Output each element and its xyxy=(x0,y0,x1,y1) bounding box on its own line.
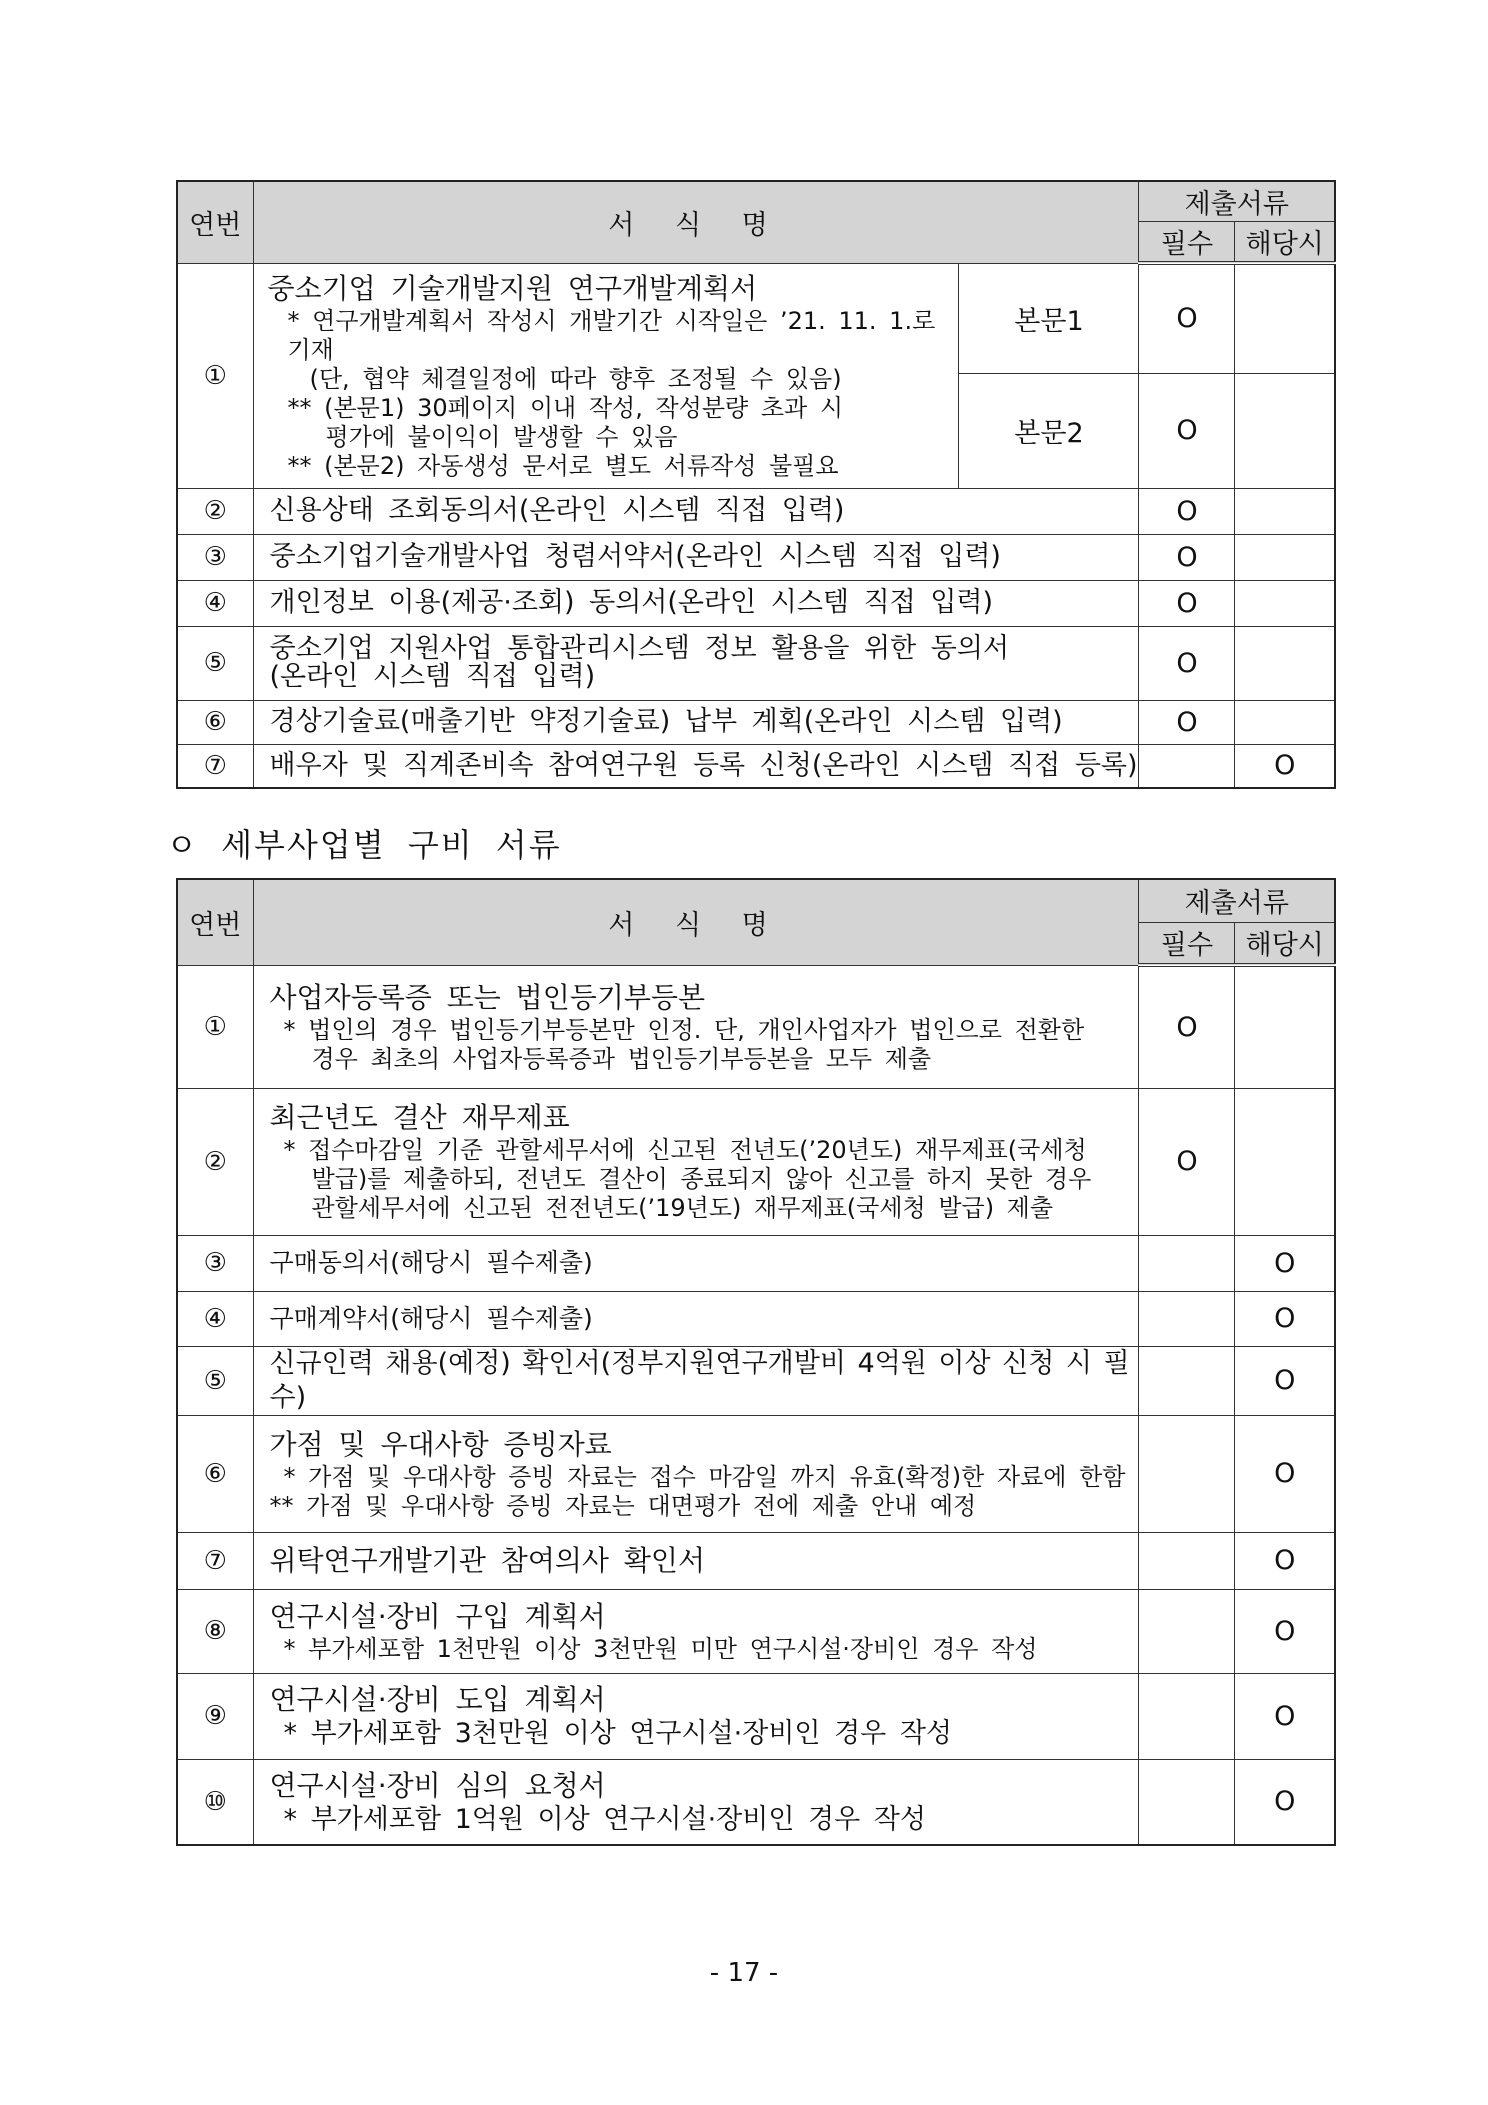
required-mark: O xyxy=(1139,1088,1235,1235)
row-number: ③ xyxy=(177,1235,253,1291)
row-note: * 부가세포함 3천만원 이상 연구시설·장비인 경우 작성 xyxy=(283,1718,952,1749)
row-title: 신용상태 조회동의서(온라인 시스템 직접 입력) xyxy=(253,488,1139,534)
required-mark: O xyxy=(1139,626,1235,700)
header-title: 서 식 명 xyxy=(253,181,1139,263)
required-mark: O xyxy=(1139,580,1235,626)
required-documents-table xyxy=(176,180,1336,789)
conditional-mark: O xyxy=(1235,1415,1335,1532)
row-note: * 부가세포함 1억원 이상 연구시설·장비인 경우 작성 xyxy=(283,1803,926,1835)
table-row xyxy=(177,744,1335,788)
sub-item-label: 본문1 xyxy=(959,263,1139,373)
conditional-mark: O xyxy=(1235,1589,1335,1673)
row-note: * 접수마감일 기준 관할세무서에 신고된 전년도(’20년도) 재무제표(국세청 xyxy=(283,1136,1087,1164)
row-content xyxy=(253,1088,1139,1235)
conditional-mark xyxy=(1235,373,1335,488)
table-row xyxy=(177,700,1335,744)
table-row xyxy=(177,1532,1335,1589)
table-row xyxy=(177,534,1335,580)
required-mark: O xyxy=(1139,700,1235,744)
row-title: 배우자 및 직계존비속 참여연구원 등록 신청(온라인 시스템 직접 등록) xyxy=(253,744,1139,788)
row-number: ⑥ xyxy=(177,1415,253,1532)
row-note: * 연구개발계획서 작성시 개발기간 시작일은 ’21. 11. 1.로 기재 xyxy=(287,306,936,364)
row-note: * 부가세포함 1천만원 이상 3천만원 미만 연구시설·장비인 경우 작성 xyxy=(283,1634,1038,1663)
row-number: ④ xyxy=(177,1291,253,1346)
header-no: 연번 xyxy=(177,879,253,965)
table-row xyxy=(177,1759,1335,1845)
page-number: - 17 - xyxy=(709,1958,779,1988)
row-note: ** (본문1) 30페이지 이내 작성, 작성분량 초과 시 xyxy=(287,393,844,422)
row-title-line: (온라인 시스템 직접 입력) xyxy=(269,661,596,692)
table-row xyxy=(177,1235,1335,1291)
sub-item-label: 본문2 xyxy=(959,373,1139,488)
required-mark: O xyxy=(1139,534,1235,580)
row-title: 연구시설·장비 심의 요청서 xyxy=(269,1768,606,1802)
row-title: 경상기술료(매출기반 약정기술료) 납부 계획(온라인 시스템 입력) xyxy=(253,700,1139,744)
conditional-mark: O xyxy=(1235,1291,1335,1346)
row-note: 평가에 불이익이 발생할 수 있음 xyxy=(325,422,678,451)
required-mark: O xyxy=(1139,488,1235,534)
conditional-mark: O xyxy=(1235,1235,1335,1291)
row-title: 구매동의서(해당시 필수제출) xyxy=(253,1235,1139,1291)
row-content xyxy=(253,1415,1139,1532)
row-number: ⑩ xyxy=(177,1759,253,1845)
header-conditional: 해당시 xyxy=(1235,222,1335,264)
row-number: ⑦ xyxy=(177,744,253,788)
header-conditional: 해당시 xyxy=(1235,922,1335,965)
required-mark xyxy=(1139,1291,1235,1346)
table-row xyxy=(177,1415,1335,1532)
header-required: 필수 xyxy=(1139,922,1235,965)
required-mark: O xyxy=(1139,263,1235,373)
row-content xyxy=(253,1673,1139,1759)
row-note: * 가점 및 우대사항 증빙 자료는 접수 마감일 까지 유효(확정)한 자료에 한함 xyxy=(283,1462,1126,1491)
row-content xyxy=(253,1759,1139,1845)
row-number: ③ xyxy=(177,534,253,580)
row-note: ** 가점 및 우대사항 증빙 자료는 대면평가 전에 제출 안내 예정 xyxy=(269,1491,977,1520)
row-note: * 법인의 경우 법인등기부등본만 인정. 단, 개인사업자가 법인으로 전환한 xyxy=(283,1015,1085,1044)
row-title: 개인정보 이용(제공·조회) 동의서(온라인 시스템 직접 입력) xyxy=(253,580,1139,626)
section-heading: ㅇ 세부사업별 구비 서류 xyxy=(166,826,562,864)
conditional-mark xyxy=(1235,534,1335,580)
row-note: 관할세무서에 신고된 전전년도(’19년도) 재무제표(국세청 발급) 제출 xyxy=(311,1194,1054,1222)
conditional-mark: O xyxy=(1235,744,1335,788)
conditional-mark xyxy=(1235,626,1335,700)
required-mark: O xyxy=(1139,965,1235,1088)
header-submission-docs: 제출서류 xyxy=(1139,181,1335,222)
table-row xyxy=(177,580,1335,626)
required-mark xyxy=(1139,1673,1235,1759)
required-mark: O xyxy=(1139,373,1235,488)
header-required: 필수 xyxy=(1139,222,1235,264)
row-number: ① xyxy=(177,965,253,1088)
required-mark xyxy=(1139,1346,1235,1415)
row-title: 구매계약서(해당시 필수제출) xyxy=(253,1291,1139,1346)
row-note: (단, 협약 체결일정에 따라 향후 조정될 수 있음) xyxy=(309,364,842,393)
row-number: ② xyxy=(177,1088,253,1235)
row-title xyxy=(253,626,1139,700)
row-title: 사업자등록증 또는 법인등기부등본 xyxy=(269,980,706,1014)
row-number: ⑤ xyxy=(177,626,253,700)
table-row xyxy=(177,263,1335,373)
conditional-mark: O xyxy=(1235,1532,1335,1589)
row-number: ④ xyxy=(177,580,253,626)
detailed-documents-table xyxy=(176,878,1336,1846)
row-number: ⑨ xyxy=(177,1673,253,1759)
row-title: 가점 및 우대사항 증빙자료 xyxy=(269,1427,612,1461)
table-row xyxy=(177,965,1335,1088)
table-row xyxy=(177,1589,1335,1673)
required-mark xyxy=(1139,1532,1235,1589)
table-row xyxy=(177,1291,1335,1346)
conditional-mark xyxy=(1235,700,1335,744)
table-row xyxy=(177,626,1335,700)
table-row xyxy=(177,1346,1335,1415)
row-title: 신규인력 채용(예정) 확인서(정부지원연구개발비 4억원 이상 신청 시 필수) xyxy=(253,1346,1139,1415)
row-number: ⑦ xyxy=(177,1532,253,1589)
conditional-mark xyxy=(1235,580,1335,626)
conditional-mark: O xyxy=(1235,1673,1335,1759)
header-no: 연번 xyxy=(177,181,253,263)
row-note: 경우 최초의 사업자등록증과 법인등기부등본을 모두 제출 xyxy=(311,1044,932,1073)
required-mark xyxy=(1139,744,1235,788)
conditional-mark xyxy=(1235,1088,1335,1235)
conditional-mark: O xyxy=(1235,1346,1335,1415)
row-content xyxy=(253,1589,1139,1673)
conditional-mark xyxy=(1235,488,1335,534)
table-row xyxy=(177,1088,1335,1235)
row-content xyxy=(253,263,959,488)
required-mark xyxy=(1139,1415,1235,1532)
row-note: ** (본문2) 자동생성 문서로 별도 서류작성 불필요 xyxy=(287,451,839,480)
conditional-mark: O xyxy=(1235,1759,1335,1845)
header-submission-docs: 제출서류 xyxy=(1139,879,1335,922)
row-number: ⑥ xyxy=(177,700,253,744)
conditional-mark xyxy=(1235,965,1335,1088)
required-mark xyxy=(1139,1759,1235,1845)
header-title: 서 식 명 xyxy=(253,879,1139,965)
table-row xyxy=(177,1673,1335,1759)
row-title: 중소기업기술개발사업 청렴서약서(온라인 시스템 직접 입력) xyxy=(253,534,1139,580)
table-row xyxy=(177,488,1335,534)
row-number: ① xyxy=(177,263,253,488)
row-title: 연구시설·장비 구입 계획서 xyxy=(269,1599,606,1633)
row-number: ② xyxy=(177,488,253,534)
row-number: ⑧ xyxy=(177,1589,253,1673)
conditional-mark xyxy=(1235,263,1335,373)
required-mark xyxy=(1139,1235,1235,1291)
row-title: 위탁연구개발기관 참여의사 확인서 xyxy=(253,1532,1139,1589)
row-content xyxy=(253,965,1139,1088)
row-number: ⑤ xyxy=(177,1346,253,1415)
required-mark xyxy=(1139,1589,1235,1673)
row-title: 중소기업 기술개발지원 연구개발계획서 xyxy=(267,271,758,305)
row-title: 최근년도 결산 재무제표 xyxy=(269,1101,570,1134)
row-title: 연구시설·장비 도입 계획서 xyxy=(269,1683,606,1716)
row-note: 발급)를 제출하되, 전년도 결산이 종료되지 않아 신고를 하지 못한 경우 xyxy=(311,1165,1092,1193)
row-title-line: 중소기업 지원사업 통합관리시스템 정보 활용을 위한 동의서 xyxy=(269,633,1010,664)
